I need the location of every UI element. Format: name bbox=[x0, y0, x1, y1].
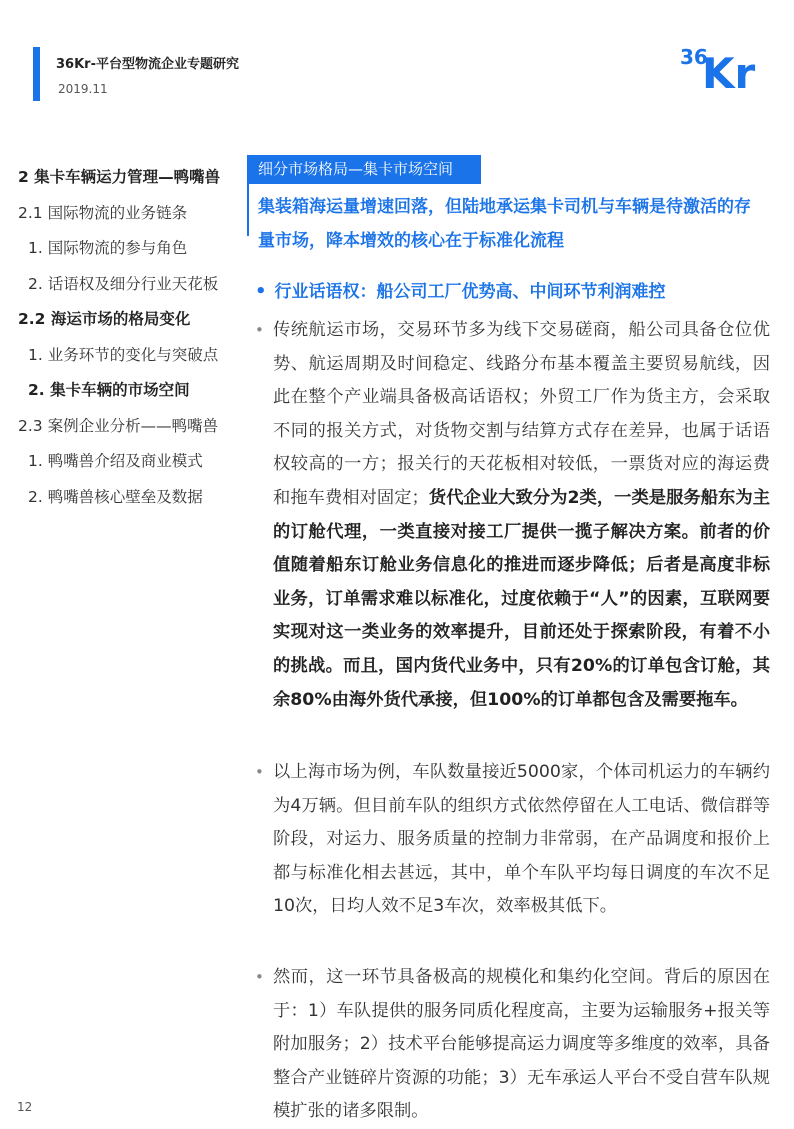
bullet-dot-icon: • bbox=[255, 281, 267, 302]
report-title: 36Kr-平台型物流企业专题研究 bbox=[56, 57, 239, 72]
bullet-icon: • bbox=[255, 321, 264, 339]
toc-item[interactable]: 2.1 国际物流的业务链条 bbox=[18, 203, 188, 222]
toc-item[interactable]: 2 集卡车辆运力管理—鸭嘴兽 bbox=[18, 168, 221, 186]
bullet-icon: • bbox=[255, 763, 264, 781]
paragraph-3 bbox=[255, 961, 770, 1129]
svg-text:Kr: Kr bbox=[702, 49, 756, 92]
paragraph-1-text: 传统航运市场，交易环节多为线下交易磋商，船公司具备仓位优势、航运周期及时间稳定、线路分布基本覆盖主要贸易航线，因此在整个产业端具备极高话语权；外贸工厂作为货主方，会采取不同的报关方式，对货物交割与结算方式存在差异，也属于话语权较高的一方；报关行的天花板相对较低，一票货对应的海运费和拖车费相对固定； bbox=[273, 320, 770, 508]
paragraph-2-text: 以上海市场为例，车队数量接近5000家，个体司机运力的车辆约为4万辆。但目前车队的组织方式依然停留在人工电话、微信群等阶段，对运力、服务质量的控制力非常弱，在产品调度和报价上都与标准化相去甚远，其中，单个车队平均每日调度的车次不足10次，日均人效不足3车次，效率极其低下。 bbox=[273, 762, 770, 917]
table-of-contents bbox=[18, 160, 248, 515]
header-accent-bar bbox=[33, 47, 40, 101]
sub-heading-text: 行业话语权：船公司工厂优势高、中间环节利润难控 bbox=[274, 282, 666, 302]
toc-item[interactable]: 2. 话语权及细分行业天花板 bbox=[28, 274, 219, 293]
paragraph-1 bbox=[255, 314, 770, 717]
page-number: 12 bbox=[17, 1100, 33, 1114]
toc-item[interactable]: 2.2 海运市场的格局变化 bbox=[18, 310, 191, 328]
toc-item[interactable]: 2. 鸭嘴兽核心壁垒及数据 bbox=[28, 487, 203, 506]
report-date: 2019.11 bbox=[58, 82, 108, 96]
36kr-logo bbox=[680, 44, 764, 92]
toc-item[interactable]: 1. 业务环节的变化与突破点 bbox=[28, 345, 219, 364]
toc-item-current[interactable]: 2. 集卡车辆的市场空间 bbox=[28, 381, 190, 399]
page-headline: 集装箱海运量增速回落，但陆地承运集卡司机与车辆是待激活的存量市场，降本增效的核心在于标准化流程 bbox=[258, 197, 751, 251]
paragraph-2 bbox=[255, 756, 770, 924]
toc-item[interactable]: 1. 鸭嘴兽介绍及商业模式 bbox=[28, 452, 203, 470]
sub-heading bbox=[255, 277, 666, 302]
toc-item[interactable]: 2.3 案例企业分析——鸭嘴兽 bbox=[18, 416, 219, 435]
section-tag-line bbox=[247, 184, 249, 236]
bullet-icon: • bbox=[255, 968, 264, 986]
section-tag: 细分市场格局—集卡市场空间 bbox=[247, 155, 481, 184]
toc-item[interactable]: 1. 国际物流的参与角色 bbox=[28, 239, 188, 257]
paragraph-3-text: 然而，这一环节具备极高的规模化和集约化空间。背后的原因在于：1）车队提供的服务同质化程度高，主要为运输服务+报关等附加服务；2）技术平台能够提高运力调度等多维度的效率，具备整合产业链碎片资源的功能；3）无车承运人平台不受自营车队规模扩张的诸多限制。 bbox=[273, 967, 770, 1122]
paragraph-1-bold: 货代企业大致分为2类，一类是服务船东为主的订舱代理，一类直接对接工厂提供一揽子解决方案。前者的价值随着船东订舱业务信息化的推进而逐步降低；后者是高度非标业务，订单需求难以标准化，过度依赖于“人”的因素，互联网要实现对这一类业务的效率提升，目前还处于探索阶段，有着不小的挑战。而且，国内货代业务中，只有20%的订单包含订舱，其余80%由海外货代承接，但100%的订单都包含及需要拖车。 bbox=[273, 487, 770, 710]
svg-text:36: 36 bbox=[680, 45, 708, 69]
